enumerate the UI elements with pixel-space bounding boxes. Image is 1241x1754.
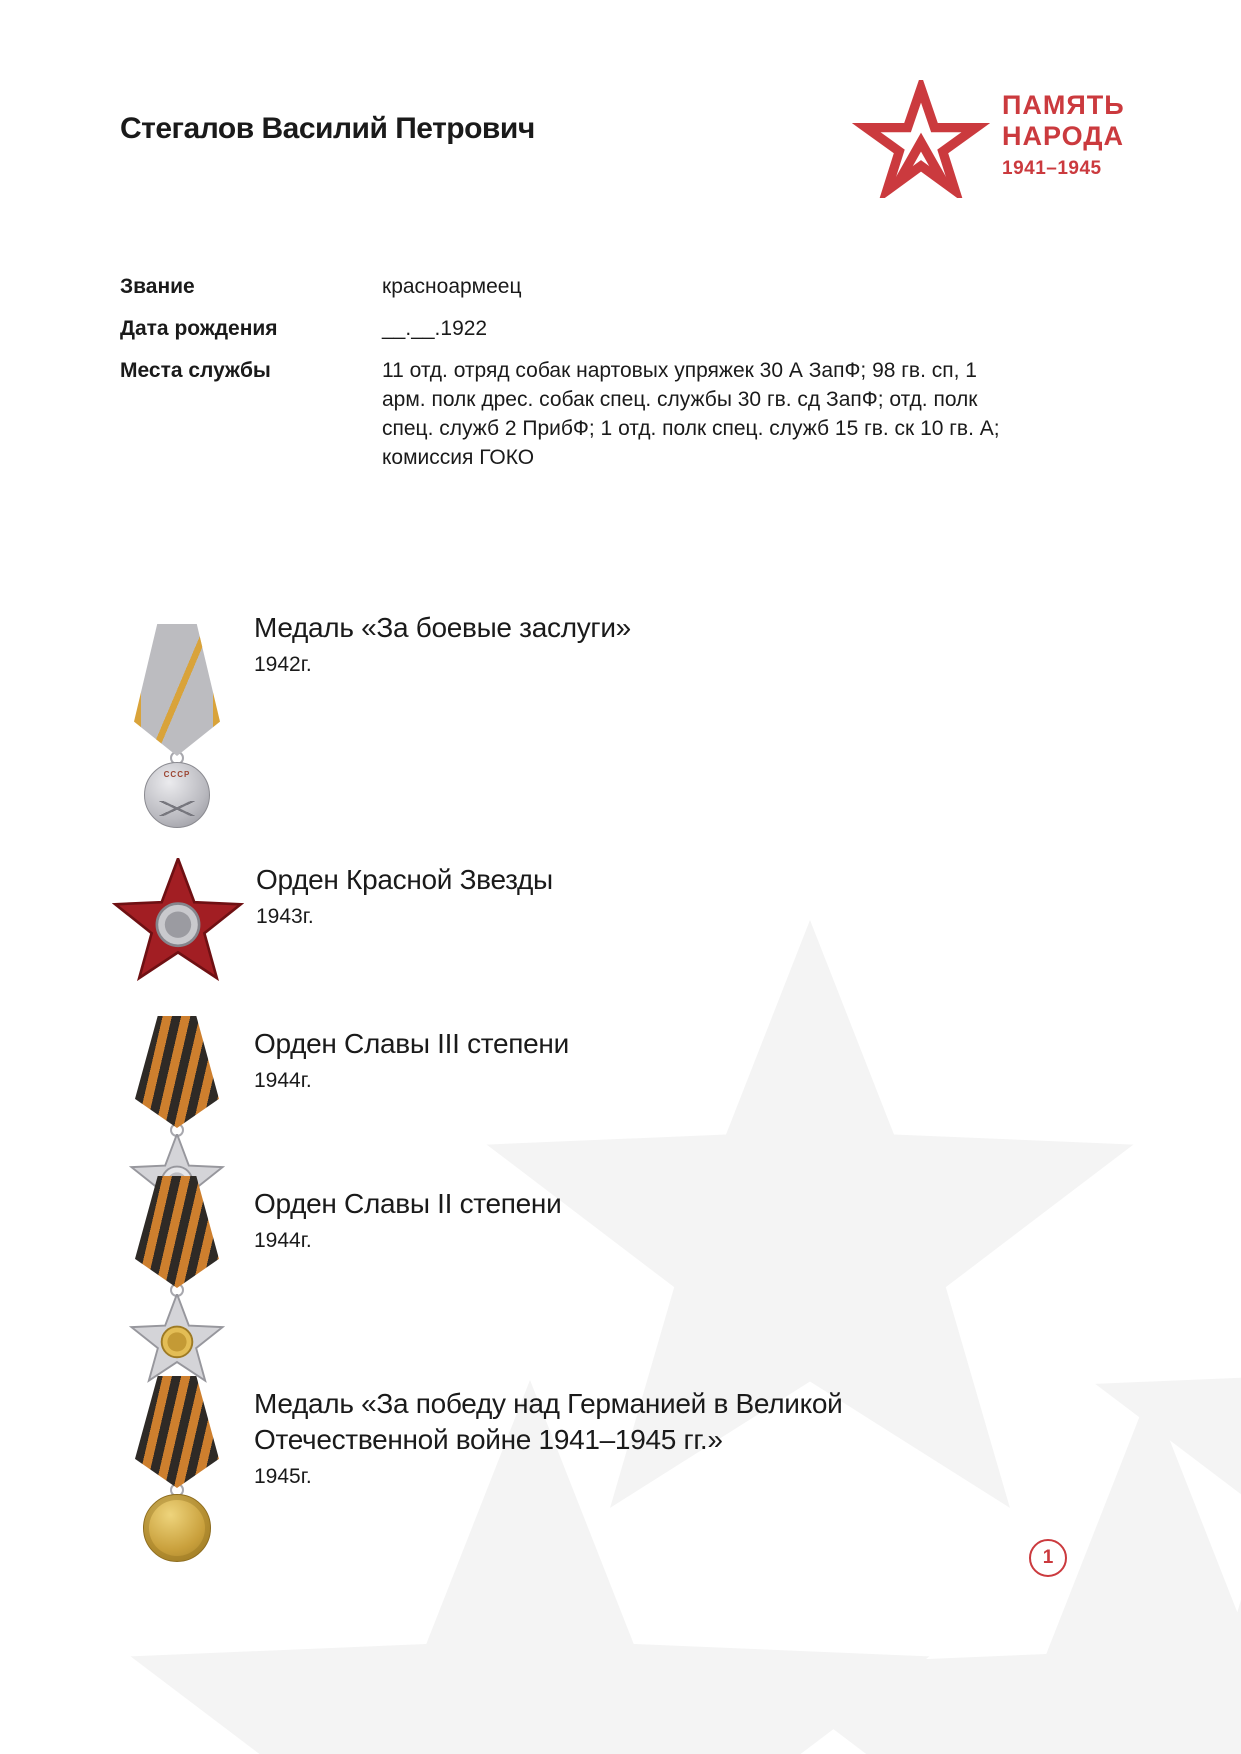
logo-line-2: НАРОДА (1002, 121, 1125, 151)
award-item (112, 600, 1092, 828)
red-star-shape (112, 858, 244, 986)
award-text (254, 600, 631, 828)
award-title: Медаль «За боевые заслуги» (254, 612, 631, 643)
medal-victory-germany-icon (112, 1376, 242, 1562)
award-title: Орден Красной Звезды (256, 864, 553, 895)
page-number-badge: 1 (1029, 1539, 1067, 1577)
info-value: __.__.1922 (382, 317, 488, 340)
info-row-service-places (120, 356, 1040, 472)
medal-disc (143, 1494, 211, 1562)
info-label: Звание (120, 275, 195, 298)
info-label: Места службы (120, 359, 271, 382)
award-title: Медаль «За победу над Германией в Великой Отечественной войне 1941–1945 гг.» (254, 1388, 843, 1455)
silver-star-gold-center-shape (129, 1294, 225, 1386)
award-year: 1945г. (254, 1465, 312, 1488)
award-item (112, 852, 1092, 986)
award-year: 1944г. (254, 1229, 312, 1252)
award-year: 1943г. (256, 905, 314, 928)
award-text (254, 1376, 894, 1562)
page-title: Стегалов Василий Петрович (120, 112, 535, 145)
award-year: 1944г. (254, 1069, 312, 1092)
award-item (112, 1376, 1092, 1562)
medal-disc (144, 762, 210, 828)
st-george-ribbon (135, 1176, 219, 1288)
medal-combat-merit-icon (112, 600, 242, 828)
medal-ribbon (134, 624, 220, 756)
st-george-ribbon (135, 1016, 219, 1128)
logo-text (1002, 90, 1125, 180)
info-value: красноармеец (382, 275, 522, 298)
logo-line-1: ПАМЯТЬ (1002, 90, 1125, 120)
award-title: Орден Славы II степени (254, 1188, 562, 1219)
logo-years: 1941–1945 (1002, 158, 1102, 179)
award-year: 1942г. (254, 653, 312, 676)
award-title: Орден Славы III степени (254, 1028, 569, 1059)
soldier-info-table (120, 272, 1040, 485)
red-army-star-icon (852, 80, 990, 198)
info-row-birth-date (120, 314, 1040, 343)
info-row-rank (120, 272, 1040, 301)
st-george-ribbon (135, 1376, 219, 1488)
info-value: 11 отд. отряд собак нартовых упряжек 30 А ЗапФ; 98 гв. сп, 1 арм. полк дрес. собак спец. службы 30 гв. сд ЗапФ; отд. полк спец. служб 2 ПрибФ; 1 отд. полк спец. служб 15 гв. ск 10 гв. А; комиссия ГОКО (382, 359, 1000, 469)
pamyat-naroda-logo (852, 80, 1125, 198)
award-text (254, 1176, 561, 1386)
medal-inscription: СССР (163, 770, 191, 779)
award-item (112, 1176, 1092, 1386)
info-label: Дата рождения (120, 317, 278, 340)
award-text (256, 852, 553, 986)
order-glory-2-icon (112, 1176, 242, 1386)
order-red-star-icon (112, 852, 244, 986)
